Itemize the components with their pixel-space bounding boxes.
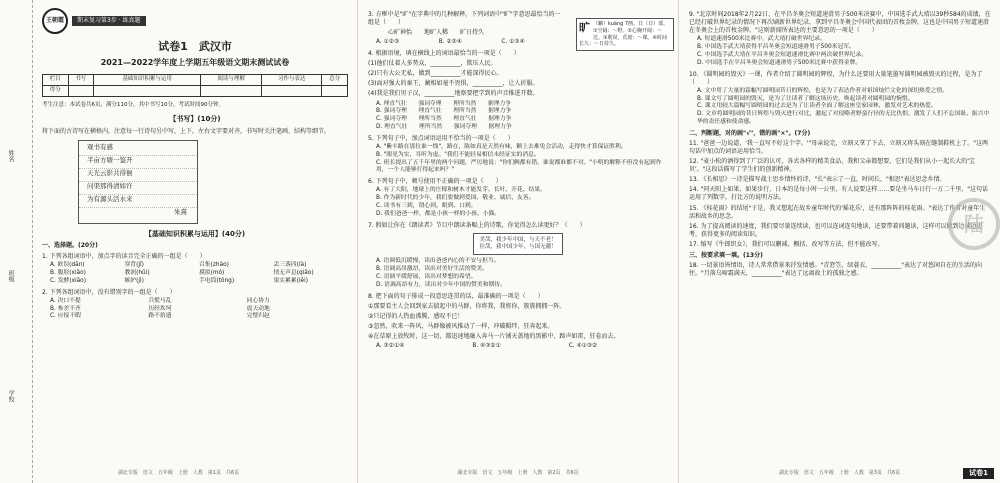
question-8-line: ①那要看主人会回到家去揣起中的马群，你将我，我将你，簇簇拥拥一阵。	[368, 302, 566, 310]
stage-tag: 期末复习第3步 · 练真题	[72, 16, 146, 26]
choice-section-title: 一、选择题。(20分)	[42, 242, 98, 250]
paper-title: 试卷1 武汉市	[158, 40, 232, 53]
option[interactable]: A. 欧误(dān)	[50, 262, 85, 269]
question-9-options	[697, 36, 991, 67]
judge-section-title: 二、判断题，对的画"√"，错的画"×"。(7分)	[689, 129, 811, 137]
page-footer: 湖北专版 语文 五年级 上册 人教 第3页 共6页	[778, 470, 901, 477]
student-info-margin	[6, 150, 16, 470]
name-label: 姓名	[7, 150, 15, 162]
question-4-line: (3)面对强大的秦王，蔺相如毫不畏惧，__________，让人折服。	[368, 80, 539, 88]
option[interactable]: B. ②③④	[438, 39, 462, 46]
option[interactable]: A. ③②①④	[376, 343, 405, 350]
judge-item[interactable]: 11. "爸爸一边说道，'我一直写不好这个字。'"母亲说完，立刻又拿了下去，立刻又将头刻在缝制鞋机上了。"这两句话中加点的词语运用恰当。	[689, 139, 989, 155]
page-three	[678, 0, 1000, 483]
question-7-options	[376, 258, 668, 289]
paper-subtitle: 2021—2022学年度上学期五年级语文期末测试试卷	[100, 57, 290, 67]
option: 历经坎坷	[148, 305, 172, 312]
option[interactable]: C. 语调平缓舒展，读出对梦想的希望。	[376, 274, 477, 281]
option[interactable]: B. "眼见为实，耳听为虚。"我们不能轻易相信未经证实的消息。	[376, 151, 540, 158]
score-cell[interactable]	[68, 85, 94, 96]
poem-author: 朱熹	[174, 207, 187, 216]
question-4-line: (1)他们仗着人多势众，__________，欺压人民。	[368, 60, 497, 68]
question-4-line: (4)我是我们男子汉，__________地察要把学到的声音推进开数。	[368, 90, 539, 98]
option[interactable]: D. 中国选手在平昌冬奥会短道速滑男子500米比赛中获得金牌。	[697, 59, 862, 66]
fill-section-title: 三、按要求填一填。(13分)	[689, 252, 763, 259]
poem-line: 为有源头活水来	[79, 195, 197, 208]
option: 丢三落四(là)	[273, 262, 307, 269]
page-two-content	[368, 8, 668, 351]
option[interactable]: A. 短道速滑500米比赛中，武大靖打破世界纪录。	[697, 36, 826, 43]
question-7: 7. 假如让你在《朗读者》节目中朗读条幅上的诗歌，你觉得怎么读更好？（ ）	[368, 221, 586, 229]
option[interactable]: D. 文章将圆明园的昔日辉煌与毁灭进行对比，激起了对侵略者野蛮行径的无比仇恨，激发了人们不忘国耻、振兴中华的责任感和使命感。	[697, 111, 990, 125]
option[interactable]: B. 参差不齐	[50, 305, 81, 312]
question-6-options	[376, 187, 668, 218]
option[interactable]: B. 腹胫(xiǎo)	[50, 270, 86, 277]
option[interactable]: D. 语调高昂有力，读出对少年中国的赞美和期待。	[376, 281, 506, 288]
score-header: 阅读与理解	[201, 74, 262, 85]
page-footer: 湖北专版 语文 五年级 上册 人教 第1页 共6页	[117, 470, 240, 477]
option: 同心协力	[246, 297, 270, 304]
option[interactable]: C. 应接不暇	[50, 313, 81, 320]
poem-line: 天光云影共徘徊	[79, 169, 197, 182]
option: 完璧归赵	[246, 313, 270, 320]
question-8: 8. 把下面的句子排成一段意思连贯的话，最准确的一项是（ ）	[368, 292, 544, 300]
option[interactable]: C. 发酵(xiāo)	[50, 277, 86, 284]
poem-line: 半亩方塘一鉴开	[79, 156, 197, 169]
dictionary-definition: （曠）kuàng 7画。日（日）部。①空阔：～野。②心胸开阔：～达。③耽误、荒废：～课。④时间长久：～日持久。	[579, 21, 669, 48]
option: 穿背(jǐ)	[124, 262, 144, 269]
score-cell[interactable]	[94, 85, 201, 96]
option[interactable]: A. 理直气壮 强词夺理 理所当然 据理力争	[376, 100, 512, 107]
option[interactable]: B. 强词夺理 理直气壮 理所当然 据理力争	[376, 108, 512, 115]
option: 果实累累(lěi)	[273, 277, 308, 284]
question-3-words: 心旷神怡 地旷人稀 旷日持久	[388, 29, 485, 37]
option[interactable]: C. 班长提出了五千年里的两个问题，严厉地说："你们俩都有错，谁说都谁都不对。"小明的解释不但没有起到作用，一个人能够打得起来吗？"	[376, 159, 662, 174]
option[interactable]: A. 语调低沉缓慢，读出爸爸内心的不安与担当。	[376, 258, 500, 265]
class-label: 班级	[7, 270, 15, 282]
page-one-content	[42, 8, 348, 321]
judge-item[interactable]: 15. 《桂花雨》的结尾"于是，我又想起在故乡童年时代的'摇花乐'，还有那阵阵的桂花雨。"表达了作者对童年生活和故乡的思念。	[689, 204, 986, 220]
option[interactable]: A. 文中用了大量的篇幅写圆明园昔日的辉煌，也是为了表达作者对祖国灿烂文化的深切热爱之情。	[697, 87, 949, 94]
question-5: 5. 下列句子中，加点词语运用不恰当的一项是（ ）	[368, 134, 514, 142]
question-1-options	[50, 262, 348, 285]
score-row-label: 得分	[43, 85, 69, 96]
paper-number-tag: 试卷1	[963, 468, 994, 479]
option: 情无声息(qiǎo)	[273, 270, 314, 277]
page-three-content	[689, 8, 991, 280]
score-cell[interactable]	[201, 85, 262, 96]
score-header: 书写	[68, 74, 94, 85]
option: 嫉妒(jì)	[124, 277, 144, 284]
judge-item[interactable]: 17. 缩写《牛郎织女》，我们可以删减、概括、改写等方法，但不能改写。	[689, 240, 884, 248]
question-1: 1. 下列各组词语中，加点字的读音完全正确的一组是（ ）	[42, 253, 206, 261]
base-section-title: 【基础知识积累与运用】(40分)	[144, 229, 246, 238]
judge-item[interactable]: 16. 为了提高阅读的速度，我们要尽量连续读，也可以连词连句地读，还要带着问题读，这样可以做到边读边思考，获得更多的阅读知识。	[689, 222, 983, 238]
page-footer: 湖北专版 语文 五年级 上册 人教 第2页 共6页	[457, 470, 579, 477]
option[interactable]: B. ④③②①	[472, 343, 501, 350]
score-header: 总分	[322, 74, 348, 85]
option: 召集(zhào)	[199, 262, 229, 269]
question-3: 3. 方框中是"旷"在字典中的几种解释，下列词语中"旷"字意思最恰当的一组是（ ）	[368, 11, 561, 27]
option[interactable]: B. 课文写了圆明园的毁灭，是为了让读者了解这场历史，唤起读者对圆明园的惋惜。	[697, 95, 914, 102]
header-brand	[42, 8, 348, 34]
question-8-line: ②只记得的人热血沸腾，感叹不已！	[368, 312, 464, 320]
judge-item[interactable]: 14. "同天阳上如果，如果步行，日本的是每小时一公里，有人说要这样……要是坐马车日行一万二千里，"这句话运用了列数字，打比方的说明方法。	[689, 186, 988, 202]
question-7-poem-scroll: 美哉，我少年中国，与天不老！壮哉，我中国少年，与国无疆！	[473, 233, 563, 256]
option[interactable]: D. 理直气壮 理所当然 强词夺理 据理力争	[376, 124, 512, 130]
score-cell[interactable]	[261, 85, 322, 96]
writing-section-title: 【书写】(10分)	[169, 115, 221, 124]
score-table	[42, 74, 348, 97]
poem-line: 观书有感	[79, 143, 197, 156]
option: 兵慌马乱	[148, 297, 172, 304]
writing-instructions: 将下面的古诗写在横格内，注意每一行诗句另中写，上下，左右文字要对齐，书写时关注笔画、结构等细节。	[42, 127, 331, 135]
brand-logo: 王朝霞	[42, 8, 68, 34]
page-one	[0, 0, 357, 483]
question-4-options	[376, 101, 668, 132]
question-3-options	[376, 39, 566, 47]
dictionary-character: 旷	[579, 21, 590, 34]
option[interactable]: C. ④①③②	[568, 343, 598, 350]
school-label: 学校	[7, 390, 15, 402]
question-10: 10. 《圆明园的毁灭》一课，作者介绍了圆明园的辉煌，为什么还要用大量笔墨写圆明园被毁灭的过程，是为了（ ）	[689, 70, 983, 86]
watermark-stamp: 陆	[948, 198, 1000, 250]
question-4: 4. 根据语境，填在横线上的词语最恰当的一项是（ ）	[368, 50, 520, 58]
judge-item[interactable]: 12. "麦小松的酒得到了广泛的认可，各式各样的精美食品，我和父亲都想要，它们是我们从小一起长大的'宝贝'。"这段话描写了学生们的创新精神。	[689, 158, 975, 174]
score-header: 习作与表达	[261, 74, 322, 85]
option[interactable]: C. 中国选手武大靖在平昌冬奥会短道速滑比赛中两次破世界纪录。	[697, 51, 868, 58]
option[interactable]: A. "紫丰路在那位谁一线"，路在，陈如真是天然有味，颗上去难免会活动，走得快才算保证胜利。	[376, 143, 627, 150]
question-2: 2. 下列各组词语中，没有错别字的一组是（ ）	[42, 288, 176, 296]
option[interactable]: C. ①③④	[501, 39, 525, 46]
option: 教润(hǔi)	[124, 270, 150, 277]
question-8-line: ③忽然，吹来一阵风，马群像被风推动了一样，冲破羁绊，狂奔起来。	[368, 322, 554, 330]
option[interactable]: B. 作为新时代的少年，我们要做到爱国、敬业、诚信、友善。	[376, 195, 535, 202]
question-9: 9. "北京时间2018年2月22日，在平昌冬奥会短道速滑男子500米决赛中，中国选手武大靖以39秒584的成绩，在已经打破世界纪录的情况下再次刷新世界纪录，拿到平昌冬奥会中国代表团的首枚金牌，这也是中国男子短道速滑在冬奥会上的首枚金牌。"这则新闻所表达的主要意思的一项是（ ）	[689, 11, 991, 35]
question-18[interactable]: 18. 一切景语皆情语，诗人常常借景来抒发情感。"青箬笠，绿蓑衣，__________"表达了对悠闲自在的生活的向往。"月落乌啼霜满天，__________"表达了远离故土的孤独之感。	[689, 262, 982, 278]
exam-notice: 考生注意：本试卷共6页，满分110分，其中书写10分，考试时间90分钟。	[42, 101, 224, 108]
option[interactable]: C. 强词夺理 理所当然 理直气壮 据理力争	[376, 116, 512, 123]
dictionary-entry-box	[576, 18, 674, 51]
question-4-line: (2)只有大公无私，做到__________才能深得民心。	[368, 70, 503, 78]
option[interactable]: C. 读书有三到，谓心到、眼到、口到。	[376, 202, 477, 209]
option[interactable]: C. 课文用较大篇幅写圆明园的过去是为了让读者全面了解这座皇家园林，激发对艺术的热爱。	[697, 103, 937, 110]
option: 震天动地	[246, 305, 270, 312]
question-5-options	[376, 144, 668, 175]
page-two	[357, 0, 678, 483]
option[interactable]: A. 有了大阳，地球上的庄稼和树木才能发芽、长叶、开花、结果。	[376, 187, 546, 194]
option: 路不拾遗	[148, 313, 172, 320]
question-2-options	[50, 298, 348, 321]
question-10-options	[697, 88, 991, 127]
option[interactable]: A. ①②③	[376, 39, 400, 46]
option[interactable]: D. 我们爸爸一样，都是小孩一样的小孩、小猫。	[376, 210, 501, 217]
judge-item[interactable]: 13. 《长相思》一诗是描写战士思乡情怀的诗，"长"表示了一直，时间长，"相思"表达思念乡情。	[689, 176, 946, 184]
score-cell[interactable]	[322, 85, 348, 96]
poem-writing-grid[interactable]	[78, 140, 198, 224]
option: 手电筒(tǒng)	[199, 277, 235, 284]
cut-line	[32, 0, 33, 483]
option[interactable]: B. 中国选手武大靖获得平昌冬奥会短道速滑男子500米冠军。	[697, 44, 855, 51]
score-header: 基础知识积累与运用	[94, 74, 201, 85]
option[interactable]: A. 决口不提	[50, 297, 81, 304]
option[interactable]: B. 语调高昂激昂，读出对美好生活的赞美。	[376, 266, 489, 273]
option: 摸拟(mó)	[199, 270, 225, 277]
question-6: 6. 下列句子中，顿号使用不正确的一项是（ ）	[368, 178, 502, 186]
question-8-options	[376, 343, 668, 351]
question-8-line: ④在草原上放牧时，这一切，都迅速地融入奔马一片铺天盖地的黑影中，蹄声如雷，狂卷而去。	[368, 333, 620, 341]
score-header: 栏目	[43, 74, 69, 85]
poem-line: 问渠那得清如许	[79, 182, 197, 195]
